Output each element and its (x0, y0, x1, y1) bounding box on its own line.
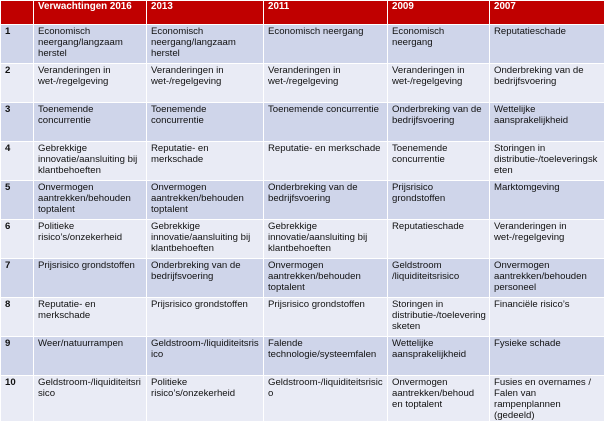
header-2011: 2011 (264, 1, 388, 25)
table-cell: Onvermogen aantrekken/behouden toptalent (147, 181, 264, 220)
header-2007: 2007 (490, 1, 604, 25)
table-row (1, 103, 604, 142)
rank-cell: 3 (1, 103, 34, 142)
rank-cell: 7 (1, 259, 34, 298)
table-cell: Onvermogen aantrekken/behouden toptalent (264, 259, 388, 298)
table-cell: Storingen in distributie-/toeleveringsketen (490, 142, 604, 181)
rank-cell: 4 (1, 142, 34, 181)
table-cell: Geldstroom-/liquiditeitsrisico (147, 337, 264, 376)
table-cell: Onvermogen aantrekken/behouden toptalent (34, 181, 147, 220)
table-row (1, 181, 604, 220)
table-cell: Economisch neergang (264, 25, 388, 64)
table-cell: Veranderingen in wet-/regelgeving (147, 64, 264, 103)
table-row (1, 64, 604, 103)
table-cell: Onderbreking van de bedrijfsvoering (490, 64, 604, 103)
table-row (1, 142, 604, 181)
table-cell: Onvermogen aantrekken/behoud en toptalent (388, 376, 490, 422)
rank-cell: 10 (1, 376, 34, 422)
rank-cell: 1 (1, 25, 34, 64)
table-cell: Gebrekkige innovatie/aansluiting bij klantbehoeften (34, 142, 147, 181)
header-row (1, 1, 604, 25)
header-2009: 2009 (388, 1, 490, 25)
rank-cell: 2 (1, 64, 34, 103)
table-row (1, 376, 604, 422)
table-cell: Veranderingen in wet-/regelgeving (490, 220, 604, 259)
rank-cell: 8 (1, 298, 34, 337)
table-cell: Prijsrisico grondstoffen (34, 259, 147, 298)
table-cell: Veranderingen in wet-/regelgeving (388, 64, 490, 103)
table-row (1, 220, 604, 259)
table-cell: Weer/natuurrampen (34, 337, 147, 376)
table-cell: Wettelijke aansprakelijkheid (388, 337, 490, 376)
table-cell: Toenemende concurrentie (388, 142, 490, 181)
table-cell: Onderbreking van de bedrijfsvoering (388, 103, 490, 142)
table-row (1, 259, 604, 298)
table-cell: Geldstroom /liquiditeitsrisico (388, 259, 490, 298)
table-cell: Economisch neergang/langzaam herstel (34, 25, 147, 64)
table-cell: Prijsrisico grondstoffen (388, 181, 490, 220)
rank-cell: 6 (1, 220, 34, 259)
table-row (1, 25, 604, 64)
table-row (1, 298, 604, 337)
table-cell: Geldstroom-/liquiditeitsrisico (34, 376, 147, 422)
rank-cell: 5 (1, 181, 34, 220)
table-cell: Geldstroom-/liquiditeitsrisico (264, 376, 388, 422)
rank-cell: 9 (1, 337, 34, 376)
table-cell: Fusies en overnames / Falen van rampenplannen (gedeeld) (490, 376, 604, 422)
table-row (1, 337, 604, 376)
table-cell: Reputatie- en merkschade (264, 142, 388, 181)
table-cell: Onvermogen aantrekken/behouden personeel (490, 259, 604, 298)
table-cell: Toenemende concurrentie (264, 103, 388, 142)
table-cell: Reputatie- en merkschade (34, 298, 147, 337)
table-cell: Economisch neergang/langzaam herstel (147, 25, 264, 64)
table-cell: Prijsrisico grondstoffen (264, 298, 388, 337)
table-cell: Toenemende concurrentie (147, 103, 264, 142)
table-cell: Toenemende concurrentie (34, 103, 147, 142)
table-cell: Marktomgeving (490, 181, 604, 220)
table-cell: Wettelijke aansprakelijkheid (490, 103, 604, 142)
table-cell: Reputatieschade (388, 220, 490, 259)
table-cell: Falende technologie/systeemfalen (264, 337, 388, 376)
table-cell: Fysieke schade (490, 337, 604, 376)
header-2016: Verwachtingen 2016 (34, 1, 147, 25)
table-cell: Economisch neergang (388, 25, 490, 64)
table-cell: Reputatie- en merkschade (147, 142, 264, 181)
header-rank (1, 1, 34, 25)
table-cell: Politieke risico’s/onzekerheid (147, 376, 264, 422)
table-cell: Veranderingen in wet-/regelgeving (34, 64, 147, 103)
header-2013: 2013 (147, 1, 264, 25)
table-cell: Gebrekkige innovatie/aansluiting bij klantbehoeften (264, 220, 388, 259)
table-cell: Veranderingen in wet-/regelgeving (264, 64, 388, 103)
table-cell: Prijsrisico grondstoffen (147, 298, 264, 337)
table-cell: Storingen in distributie-/toeleveringsketen (388, 298, 490, 337)
table-cell: Gebrekkige innovatie/aansluiting bij klantbehoeften (147, 220, 264, 259)
table-cell: Financiële risico’s (490, 298, 604, 337)
table-cell: Politieke risico’s/onzekerheid (34, 220, 147, 259)
table-cell: Reputatieschade (490, 25, 604, 64)
table-cell: Onderbreking van de bedrijfsvoering (147, 259, 264, 298)
table-cell: Onderbreking van de bedrijfsvoering (264, 181, 388, 220)
